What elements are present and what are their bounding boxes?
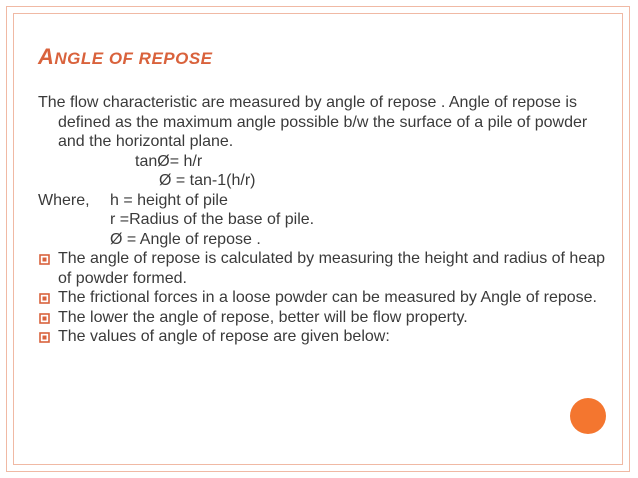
bullet-list [38, 249, 606, 347]
bullet-text: The angle of repose is calculated by measuring the height and radius of heap of powder formed. [58, 250, 606, 287]
definition-h-row [38, 191, 606, 211]
bullet-text: The values of angle of repose are given below: [58, 328, 390, 345]
bullet-text: The lower the angle of repose, better will be flow property. [58, 308, 468, 326]
bullet-item [38, 249, 606, 288]
title-rest: NGLE OF REPOSE [54, 49, 213, 68]
formula-arctan: Ø = tan-1(h/r) [159, 172, 256, 189]
bullet-item [38, 288, 606, 308]
definition-phi: Ø = Angle of repose . [110, 230, 261, 248]
slide-title [38, 44, 213, 70]
where-label: Where, [38, 191, 90, 209]
decorative-orange-circle [570, 398, 606, 434]
bullet-item [38, 327, 606, 347]
definition-h: h = height of pile [110, 191, 228, 209]
intro-paragraph: The flow characteristic are measured by angle of repose . Angle of repose is defined as the maximum angle possible b/w the surface of a pile of powder and the horizontal plane. [38, 94, 588, 150]
formula-tan: tanØ= h/r [135, 152, 203, 170]
square-bullet-icon [39, 254, 50, 265]
square-bullet-icon [39, 332, 50, 343]
definition-r: r =Radius of the base of pile. [110, 211, 315, 228]
square-bullet-icon [39, 313, 50, 324]
square-bullet-icon [39, 293, 50, 304]
title-initial: A [38, 44, 55, 69]
bullet-item [38, 308, 606, 328]
slide-body [38, 93, 606, 347]
bullet-text: The frictional forces in a loose powder can be measured by Angle of repose. [58, 289, 597, 306]
